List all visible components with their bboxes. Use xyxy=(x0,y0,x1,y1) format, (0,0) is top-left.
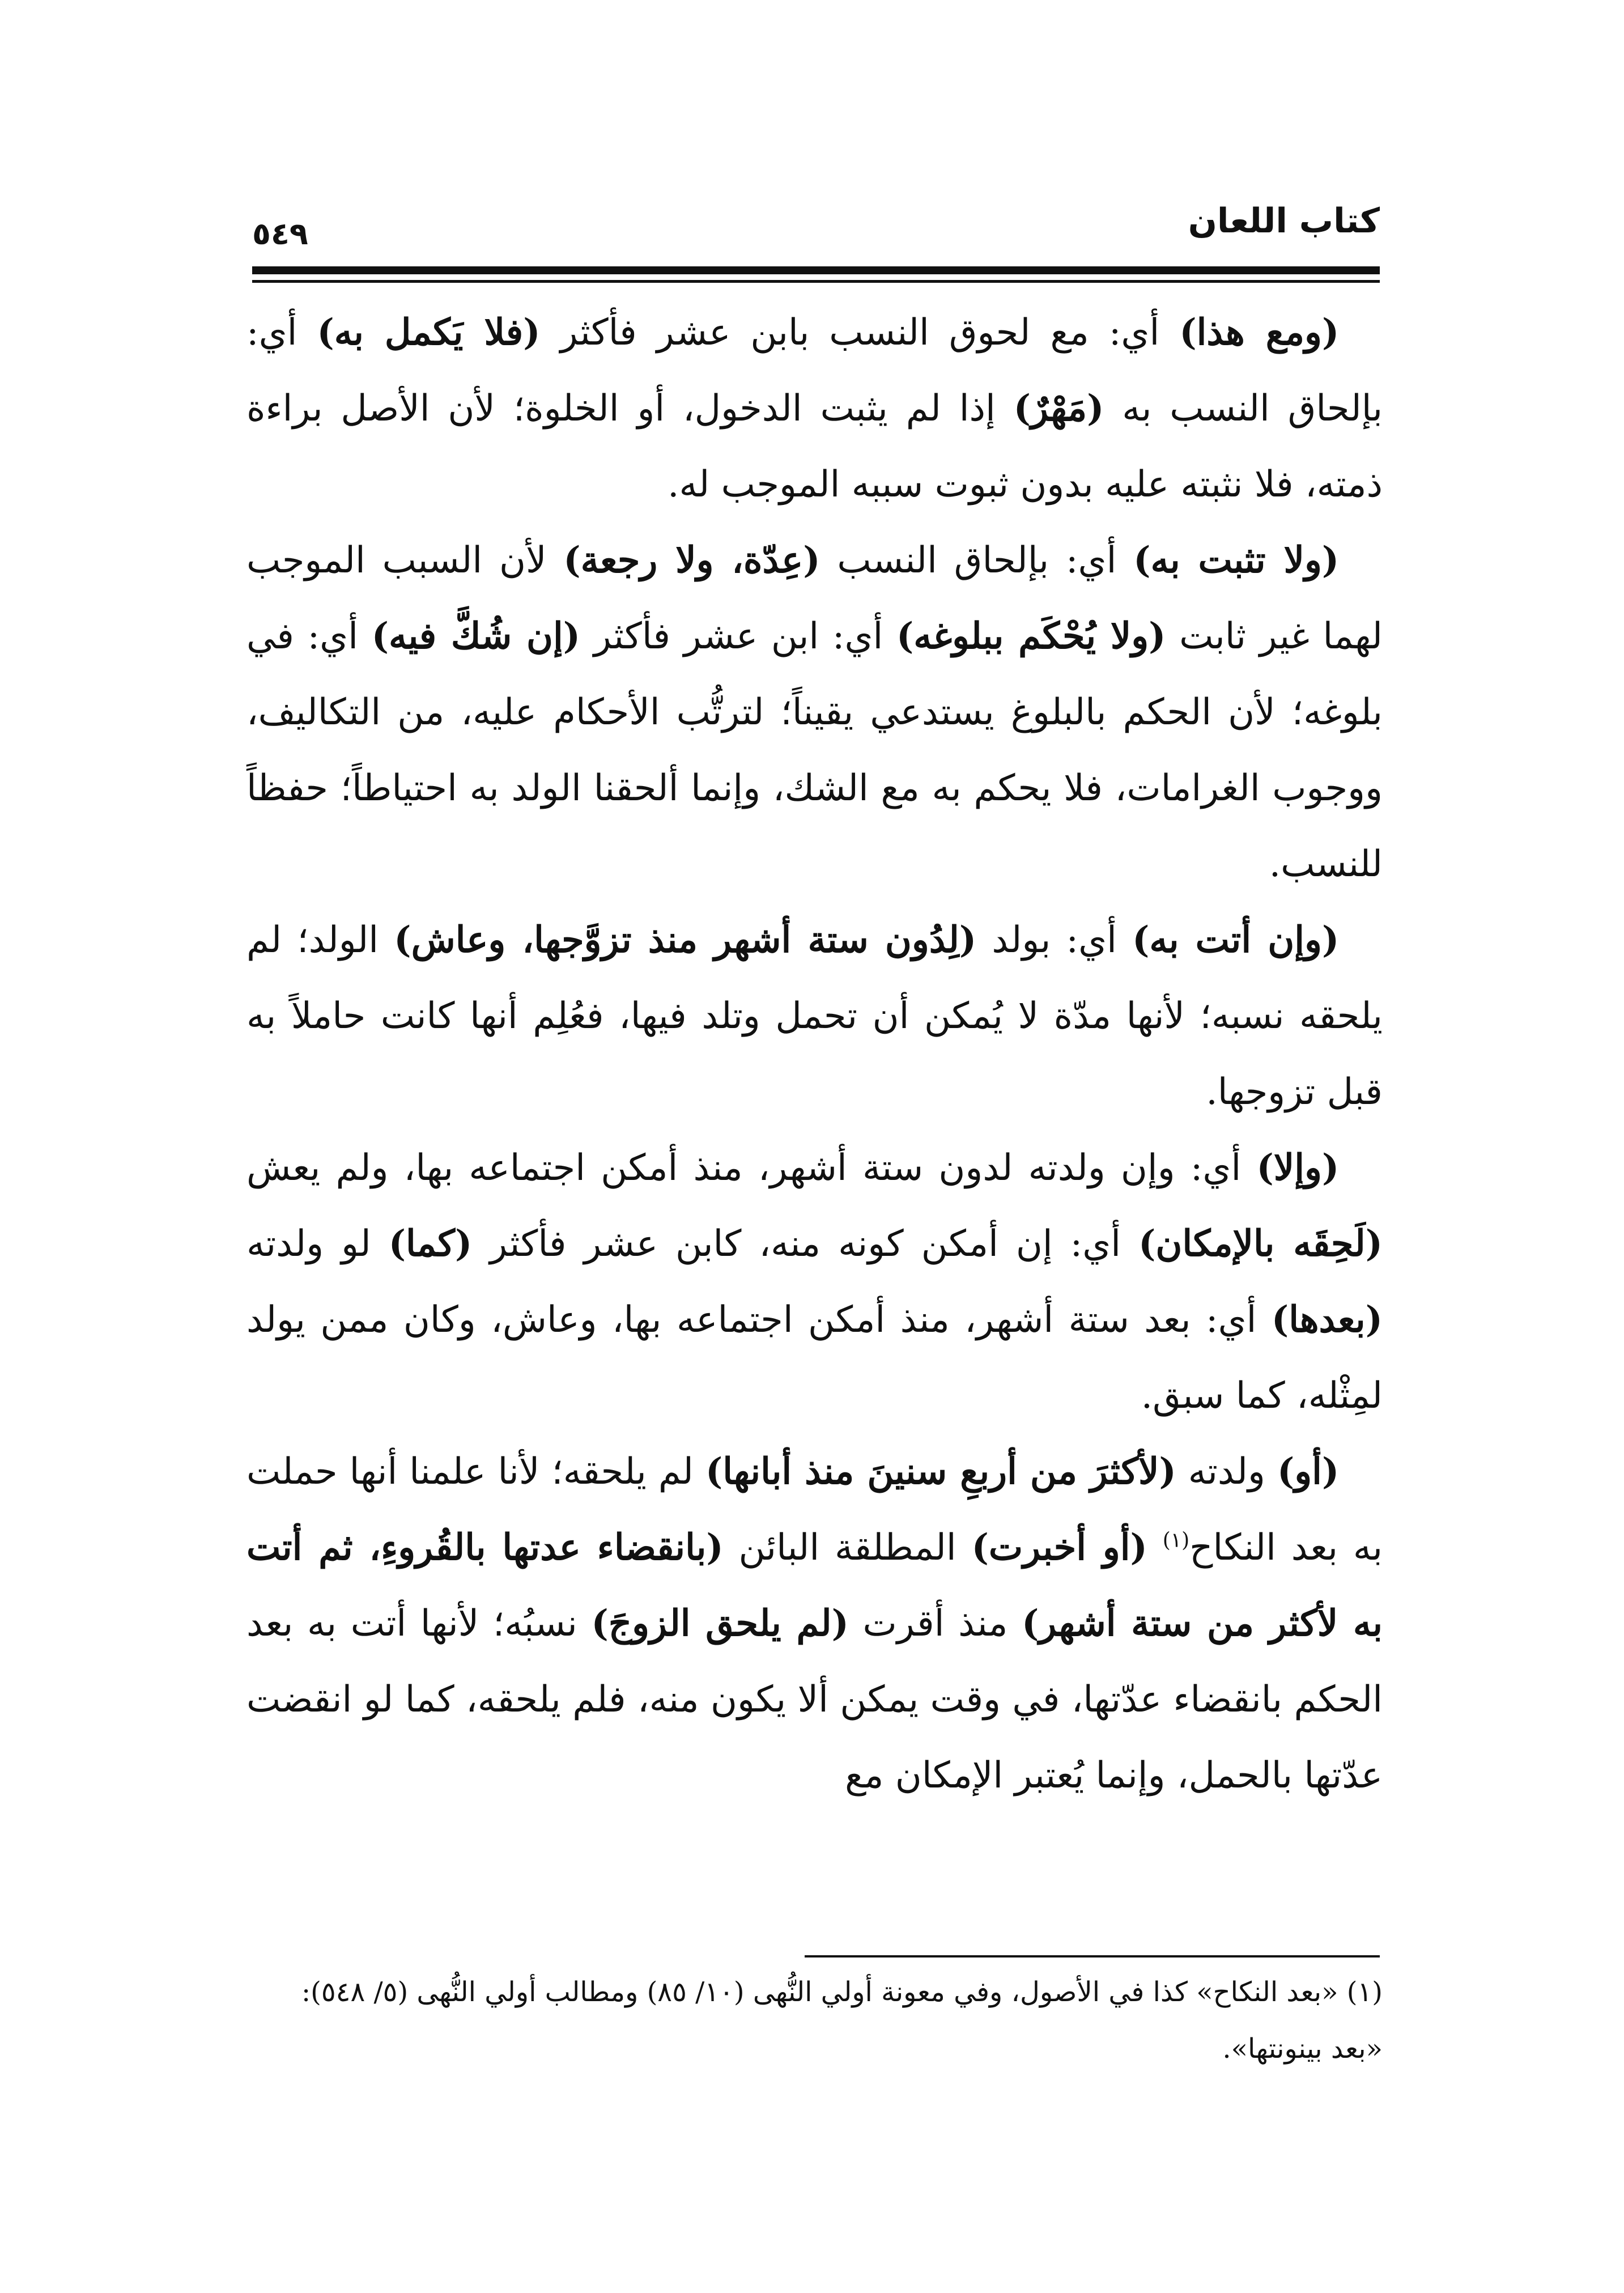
matn-text: (بانقضاء عدتها بالقُروءِ، ثم أتت به لأكثر من ستة أشهر) xyxy=(246,1526,1383,1645)
matn-text: (ولا يُحْكَم ببلوغه) xyxy=(896,615,1166,657)
commentary-text: أي: في بلوغه؛ لأن الحكم بالبلوغ يستدعي يقيناً؛ لترتُّب الأحكام عليه، من التكاليف، ووجوب الغرامات، فلا يحكم به مع الشك، وإنما ألحقنا الولد به احتياطاً؛ حفظاً للنسب. xyxy=(246,615,1383,885)
matn-text: (فلا يَكمل به) xyxy=(317,311,541,354)
commentary-text: أي: وإن ولدته لدون ستة أشهر، منذ أمكن اجتماعه بها، ولم يعش xyxy=(246,1147,1257,1189)
matn-text: (لِدُون ستة أشهر منذ تزوَّجها، وعاش) xyxy=(394,919,977,961)
paragraph xyxy=(246,295,1383,523)
matn-text: (أو) xyxy=(1277,1450,1340,1493)
matn-text: (ولا تثبت به) xyxy=(1133,539,1340,581)
paragraph xyxy=(246,523,1383,902)
matn-text: (لَحِقَه بالإمكان) xyxy=(1138,1222,1383,1265)
header-rule-thick xyxy=(252,266,1380,274)
commentary-text xyxy=(1147,1527,1163,1569)
header-rule-thin xyxy=(252,280,1380,283)
matn-text: (عِدّة، ولا رجعة) xyxy=(563,539,820,581)
page-header xyxy=(252,196,1380,269)
commentary-text: لأن السبب الموجب لهما غير ثابت xyxy=(246,540,1383,657)
footnote: (١) «بعد النكاح» كذا في الأصول، وفي معونة أولي النُّهى (١٠/ ٨٥) ومطالب أولي النُّهى (٥/ ٥٤٨): «بعد بينونتها». xyxy=(301,1976,1383,2065)
commentary-text: أي: ابن عشر فأكثر xyxy=(580,615,897,657)
commentary-text: أي: بإلحاق النسب به xyxy=(246,312,1383,430)
commentary-text: إذا لم يثبت الدخول، أو الخلوة؛ لأن الأصل براءة ذمته، فلا نثبته عليه بدون ثبوت سببه الموجب له. xyxy=(246,388,1383,506)
matn-text: (بعدها) xyxy=(1271,1298,1383,1341)
body-text xyxy=(246,295,1383,1814)
paragraph xyxy=(246,902,1383,1130)
matn-text: (وإلا) xyxy=(1256,1146,1340,1189)
matn-text: (لم يلحق الزوجَ) xyxy=(591,1602,849,1645)
commentary-text: منذ أقرت xyxy=(848,1603,1022,1645)
footnotes xyxy=(246,1964,1383,2077)
matn-text: (ومع هذا) xyxy=(1179,311,1340,354)
commentary-text: لم يلحقه؛ لأنا علمنا أنها حملت به بعد النكاح xyxy=(246,1451,1383,1569)
paragraph xyxy=(246,1130,1383,1434)
commentary-text: أي: إن أمكن كونه منه، كابن عشر فأكثر xyxy=(472,1223,1139,1265)
commentary-text: الولد؛ لم يلحقه نسبه؛ لأنها مدّة لا يُمكن أن تحمل وتلد فيها، فعُلِم أنها كانت حاملاً به قبل تزوجها. xyxy=(246,919,1383,1113)
commentary-text: ولدته xyxy=(1176,1451,1277,1493)
commentary-text: أي: بولد xyxy=(976,919,1133,961)
commentary-text: لو ولدته xyxy=(246,1223,389,1265)
commentary-text: أي: مع لحوق النسب بابن عشر فأكثر xyxy=(540,312,1180,354)
commentary-text: أي: بعد ستة أشهر، منذ أمكن اجتماعه بها، وعاش، وكان ممن يولد لمِثْله، كما سبق. xyxy=(246,1299,1383,1417)
matn-text: (كما) xyxy=(388,1222,473,1265)
paragraph xyxy=(246,1434,1383,1814)
matn-text: (إن شُكَّ فيه) xyxy=(371,615,581,657)
commentary-text: أي: بإلحاق النسب xyxy=(820,540,1134,581)
footnote-separator xyxy=(805,1955,1380,1957)
commentary-text: المطلقة البائن xyxy=(723,1527,972,1569)
page-number: ٥٤٩ xyxy=(252,216,308,252)
commentary-text: نسبُه؛ لأنها أتت به بعد الحكم بانقضاء عدّتها، في وقت يمكن ألا يكون منه، فلم يلحقه، كما لو انقضت عدّتها بالحمل، وإنما يُعتبر الإمكان مع xyxy=(246,1603,1383,1797)
matn-text: (مَهْرٌ) xyxy=(1013,387,1104,430)
footnote-reference: (١) xyxy=(1162,1528,1190,1552)
matn-text: (وإن أتت به) xyxy=(1132,919,1340,961)
running-head-book-title: كتاب اللعان xyxy=(1188,201,1380,241)
matn-text: (أو أخبرت) xyxy=(971,1526,1147,1569)
matn-text: (لأكثرَ من أربعِ سنينَ منذ أبانها) xyxy=(705,1450,1176,1493)
